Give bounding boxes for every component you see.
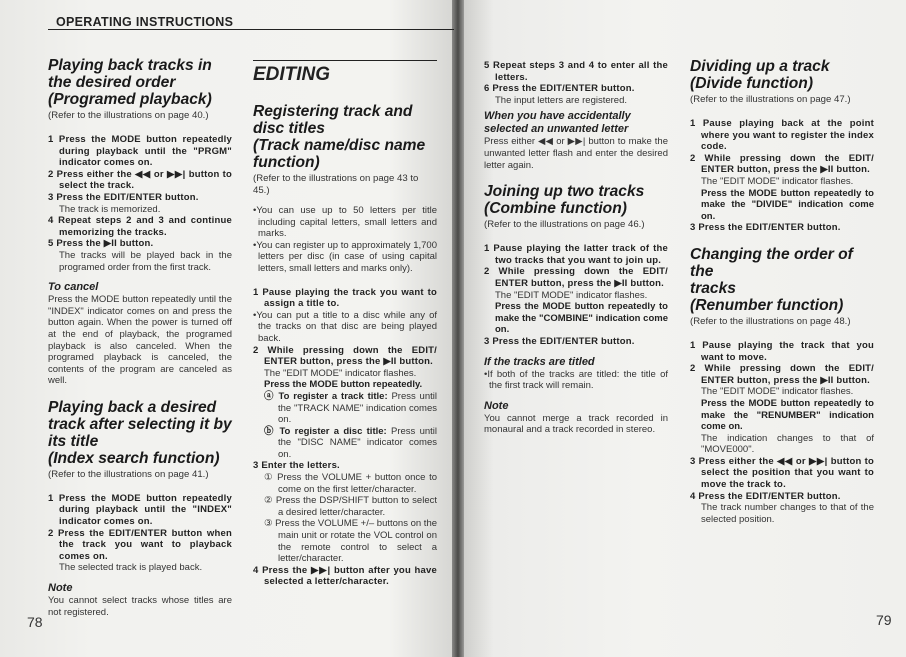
step: 4 Press the EDIT/ENTER button.	[690, 490, 841, 502]
step-note: The "EDIT MODE" indicator flashes.	[701, 175, 854, 187]
step: 2 Press the EDIT/ENTER button when the track you want to playback comes on.	[48, 527, 232, 562]
step: 1 Pause playing the latter track of the two tracks that you want to join up.	[484, 243, 668, 266]
step: 1 Press the MODE button repeatedly during playback until the "PRGM" indicator comes on.	[48, 134, 232, 169]
step-note: The track number changes to that of the selected position.	[701, 502, 874, 525]
step: 4 Press the ▶▶| button after you have selected a letter/character.	[253, 564, 437, 588]
page-number-left: 78	[27, 614, 43, 630]
column-3	[484, 60, 668, 436]
step-note: The selected track is played back.	[59, 562, 203, 574]
step-note: The "EDIT MODE" indicator flashes.	[495, 289, 648, 301]
step-note: Press the MODE button repeatedly to make the "COMBINE" indication come on.	[495, 301, 668, 336]
substep: ① Press the VOLUME + button once to come on the first letter/character.	[264, 472, 437, 495]
step-note: Press the MODE button repeatedly.	[264, 379, 423, 391]
step-note: Press the MODE button repeatedly to make the "RENUMBER" indication come on.	[701, 397, 874, 433]
substep: ③ Press the VOLUME +/– buttons on the main unit or rotate the VOL control on the remote control to select a letter/character.	[264, 518, 438, 565]
step: 3 Press the EDIT/ENTER button.	[690, 222, 841, 234]
step-note: The input letters are registered.	[495, 94, 628, 106]
substep: ② Press the DSP/SHIFT button to select a desired letter/character.	[264, 495, 437, 518]
page-reference: (Refer to the illustrations on page 48.)	[690, 315, 851, 327]
combine-title: Joining up two tracks (Combine function)	[484, 183, 645, 218]
step-note: The tracks will be played back in the programed order from the first track.	[59, 249, 232, 273]
unwanted-letter-body: Press either ◀◀ or ▶▶| button to make the unwanted letter flash and enter the desired letter again.	[484, 136, 668, 171]
programed-playback-title: Playing back tracks in the desired order (Programed playback)	[48, 57, 212, 108]
note-heading: Note	[48, 582, 73, 595]
divide-title: Dividing up a track (Divide function)	[690, 58, 830, 92]
column-4	[690, 58, 874, 525]
page-reference: (Refer to the illustrations on page 41.)	[48, 468, 209, 480]
step: 4 Repeat steps 2 and 3 and continue memorizing the tracks.	[48, 215, 232, 238]
titled-heading: If the tracks are titled	[484, 355, 595, 368]
step: 1 Pause playing back at the point where you want to register the index code.	[690, 118, 874, 153]
page-reference: (Refer to the illustrations on page 40.)	[48, 110, 209, 121]
step: 2 While pressing down the EDIT/ ENTER button, press the ▶II button.	[484, 266, 668, 289]
renumber-title: Changing the order of the tracks (Renumber function)	[690, 245, 853, 314]
step-note: The "EDIT MODE" indicator flashes.	[264, 367, 417, 379]
step: 6 Press the EDIT/ENTER button.	[484, 83, 635, 95]
unwanted-letter-heading: When you have accidentally selected an unwanted letter	[484, 110, 631, 136]
track-name-title: Registering track and disc titles (Track name/disc name function)	[253, 103, 426, 171]
step: 1 Press the MODE button repeatedly during playback until the "INDEX" indicator comes on.	[48, 492, 232, 528]
index-search-title: Playing back a desired track after selecting it by its title (Index search function)	[48, 398, 232, 467]
step: 5 Repeat steps 3 and 4 to enter all the letters.	[484, 60, 668, 83]
editing-heading: EDITING	[253, 60, 437, 86]
cancel-body: Press the MODE button repeatedly until the "INDEX" indicator comes on and press the button again. When the power is turned off at the end of playback, the programed playback is also canceled. When the programed playback is canceled, the contents of the program are canceled as well.	[48, 294, 232, 387]
page-number-right: 79	[876, 612, 892, 628]
bullet: •You can put a title to a disc while any of the tracks on that disc are being played back.	[253, 309, 437, 344]
page-reference: (Refer to the illustrations on page 47.)	[690, 94, 851, 105]
page-header	[48, 12, 454, 30]
step-note: The "EDIT MODE" indicator flashes.	[701, 386, 854, 398]
step-note: Press the MODE button repeatedly to make the "DIVIDE" indication come on.	[701, 187, 874, 222]
step-note: The indication changes to that of "MOVE000".	[701, 432, 874, 456]
substep: ⓑ To register a disc title: Press until the "DISC NAME" indicator comes on.	[264, 425, 437, 460]
step: 2 While pressing down the EDIT/ ENTER button, press the ▶II button.	[690, 152, 874, 176]
substep: ⓐ To register a track title: Press until the "TRACK NAME" indication comes on.	[264, 390, 437, 426]
step: 3 Press either the ◀◀ or ▶▶| button to select the position that you want to move the track to.	[690, 455, 874, 491]
bullet: •You can use up to 50 letters per title including capital letters, small letters and marks.	[253, 205, 437, 240]
step: 2 Press either the ◀◀ or ▶▶| button to select the track.	[48, 168, 232, 192]
column-1	[48, 57, 232, 618]
note-heading: Note	[484, 399, 509, 412]
cancel-heading: To cancel	[48, 281, 99, 294]
step-note: The track is memorized.	[59, 203, 161, 215]
page-reference: (Refer to the illustrations on page 43 to 45.)	[253, 173, 419, 196]
note-body: You cannot merge a track recorded in monaural and a track recorded in stereo.	[484, 412, 668, 436]
step: 2 While pressing down the EDIT/ ENTER button, press the ▶II button.	[253, 344, 437, 368]
bullet: •You can register up to approximately 1,700 letters per disc (in case of using capital letters, small letters and marks only).	[253, 239, 437, 274]
step: 1 Pause playing the track that you want to move.	[690, 339, 874, 363]
step: 3 Press the EDIT/ENTER button.	[484, 335, 635, 347]
step: 5 Press the ▶II button.	[48, 238, 154, 250]
step: 2 While pressing down the EDIT/ ENTER button, press the ▶II button.	[690, 363, 874, 386]
note-body: You cannot select tracks whose titles are not registered.	[48, 595, 232, 618]
step: 1 Pause playing the track you want to assign a title to.	[253, 286, 437, 310]
step: 3 Press the EDIT/ENTER button.	[48, 191, 199, 203]
bullet: •If both of the tracks are titled: the title of the first track will remain.	[484, 368, 668, 392]
column-2	[253, 103, 437, 588]
header-title: OPERATING INSTRUCTIONS	[56, 15, 234, 29]
step: 3 Enter the letters.	[253, 460, 340, 472]
page-reference: (Refer to the illustrations on page 46.)	[484, 219, 645, 231]
book-spine	[452, 0, 464, 657]
